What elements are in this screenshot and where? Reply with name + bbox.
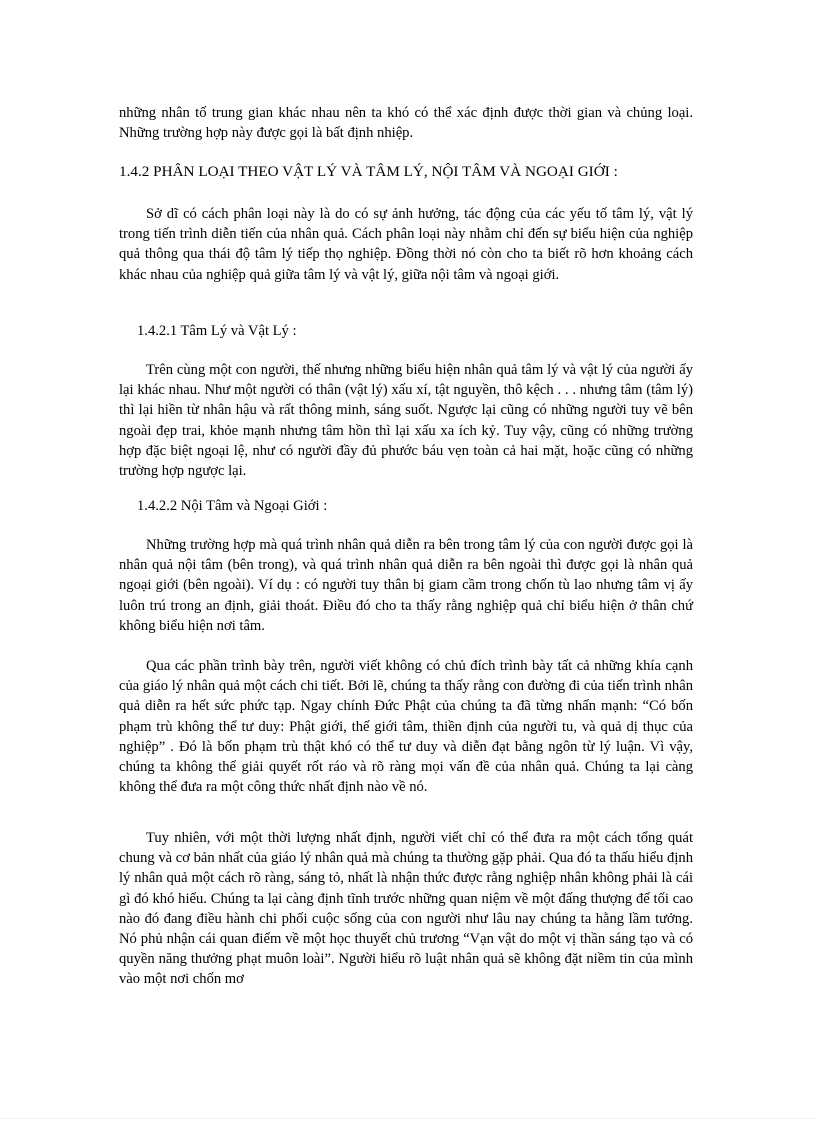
subsection-heading-1-4-2-1: 1.4.2.1 Tâm Lý và Vật Lý : <box>137 323 297 339</box>
paragraph-intro: những nhân tố trung gian khác nhau nên ta khó có thể xác định được thời gian và chủng loại. Những trường hợp này được gọi là bất định nhiệp. <box>119 105 693 142</box>
paragraph-1-4-2: Sở dĩ có cách phân loại này là do có sự ảnh hưởng, tác động của các yếu tố tâm lý, vật lý trong tiến trình diễn tiến của nhân quả. Cách phân loại này nhằm chỉ đến sự biểu hiện của nghiệp quả thông qua thái độ tâm lý tiếp thọ nghiệp. Đồng thời nó còn cho ta biết rõ hơn khoảng cách khác nhau của nghiệp quả giữa tâm lý và vật lý, giữa nội tâm và ngoại giới. <box>119 206 693 283</box>
paragraph-summary: Qua các phần trình bày trên, người viết không có chủ đích trình bày tất cả những khía cạnh của giáo lý nhân quả một cách chi tiết. Bởi lẽ, chúng ta thấy rằng con đường đi của tiến trình nhân quả diễn ra hết sức phức tạp. Ngay chính Đức Phật của chúng ta đã từng nhấn mạnh: “Có bốn phạm trù không thể tư duy: Phật giới, thế giới tâm, thiền định của người tu, và quả dị thục của nghiệp” . Đó là bốn phạm trù thật khó có thể tư duy và diễn đạt bằng ngôn từ lý luận. Vì vậy, chúng ta không thể giải quyết rốt ráo và rõ ràng mọi vấn đề của nhân quả. Chúng ta lại càng không thể đưa ra một công thức nhất định nào về nó. <box>119 658 693 796</box>
paragraph-1-4-2-1: Trên cùng một con người, thế nhưng những biểu hiện nhân quả tâm lý và vật lý của người ấy lại khác nhau. Như một người có thân (vật lý) xấu xí, tật nguyền, thô kệch . . . nhưng tâm (tâm lý) thì lại hiền từ nhân hậu và rất thông minh, sáng suốt. Ngược lại cũng có những người tuy vẽ bên ngoài đẹp trai, khỏe mạnh nhưng tâm hồn thì lại xấu xa ích kỷ. Tuy vậy, cũng có những trường hợp đặc biệt ngoại lệ, như có người đầy đủ phước báu vẹn toàn cả hai mặt, hoặc cũng có những trường hợp ngược lại. <box>119 362 693 480</box>
section-heading-1-4-2: 1.4.2 PHÂN LOẠI THEO VẬT LÝ VÀ TÂM LÝ, NỘI TÂM VÀ NGOẠI GIỚI : <box>119 163 618 180</box>
paragraph-1-4-2-2: Những trường hợp mà quá trình nhân quả diễn ra bên trong tâm lý của con người được gọi là nhân quả nội tâm (bên trong), và quá trình nhân quả diễn ra bên ngoài thì được gọi là nhân quả ngoại giới (bên ngoài). Ví dụ : có người tuy thân bị giam cầm trong chốn tù lao nhưng tâm vị ấy luôn trú trong an định, giải thoát. Điều đó cho ta thấy rằng nghiệp quả chỉ biểu hiện ở thân chứ không biểu hiện nơi tâm. <box>119 537 693 634</box>
subsection-heading-1-4-2-2: 1.4.2.2 Nội Tâm và Ngoại Giới : <box>137 498 328 514</box>
page-bottom-edge <box>0 1118 816 1119</box>
paragraph-final: Tuy nhiên, với một thời lượng nhất định, người viết chỉ có thể đưa ra một cách tổng quát chung và cơ bản nhất của giáo lý nhân quả mà chúng ta thường gặp phải. Qua đó ta thấu hiểu định lý nhân quả một cách rõ ràng, sáng tỏ, nhất là nhận thức được rằng nghiệp nhân không phải là cái gì đó khó hiểu. Chúng ta lại càng định tĩnh trước những quan niệm về một đấng thượng đế tối cao nào đó đang điều hành chi phối cuộc sống của con người như lâu nay chúng ta hằng lầm tưởng. Nó phủ nhận cái quan điểm về một học thuyết chủ trương “Vạn vật do một vị thần sáng tạo và có quyền năng thưởng phạt muôn loài”. Người hiểu rõ luật nhân quả sẽ không đặt niềm tin của mình vào một nơi chốn mơ <box>119 830 693 988</box>
